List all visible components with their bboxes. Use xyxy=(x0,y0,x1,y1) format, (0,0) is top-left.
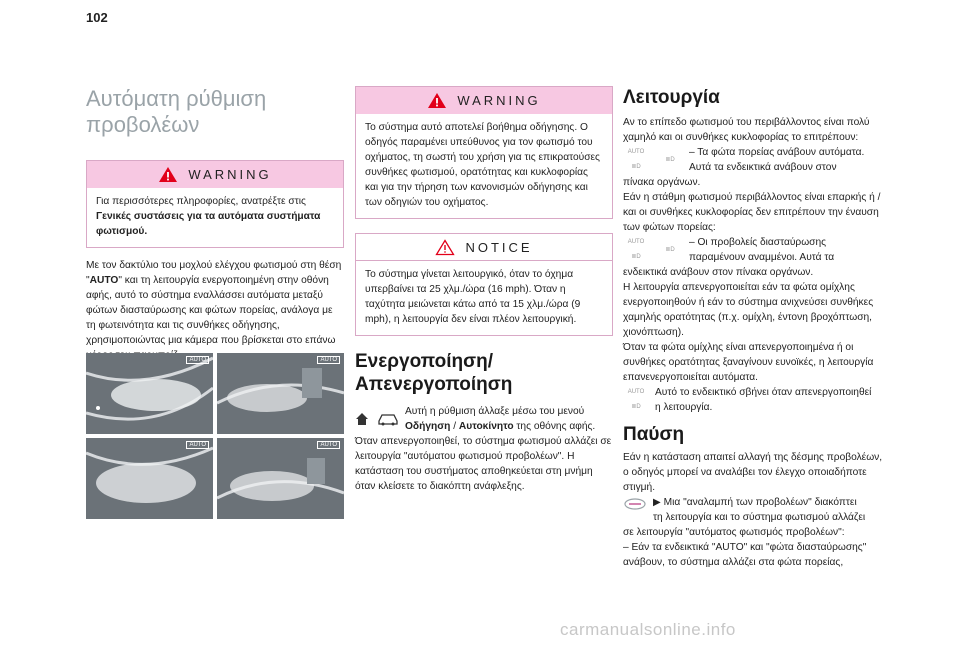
arrow-icon: ▶ xyxy=(653,497,664,508)
body-text-post: " και τη λειτουργία ενεργοποιημένη στην οθόνη αφής, αυτό το σύστημα εναλλάσσει αυτόματα μεταξύ φώτων διασταύρωσης και φώτων πορείας, ανάλογα με τη φωτεινότητα και τις συνθήκες οδήγησης, χρησιμοποιώντας μια κάμερα που βρίσκεται στο επάνω xyxy=(86,275,336,346)
high-beam-icon: ≣D xyxy=(665,156,675,163)
pause-item-d: – Εάν τα ενδεικτικά "AUTO" και "φώτα διασταύρωσης" ανάβουν, το σύστημα αλλάζει στα φώτα πορείας, xyxy=(623,542,867,568)
notice-label: NOTICE xyxy=(465,239,533,255)
para5-b: η λειτουργία. xyxy=(655,402,713,413)
warning-triangle-icon xyxy=(158,166,178,183)
activation-heading-line1: Ενεργοποίηση/ xyxy=(355,351,494,372)
activation-text-post: της οθόνης αφής. xyxy=(513,421,596,432)
auto-badge: AUTO xyxy=(186,441,209,449)
deactivation-text: Όταν απενεργοποιηθεί, το σύστημα φωτισμού αλλάζει σε λειτουργία "αυτόματου φωτισμού προβολέων". Η κατάσταση του συστήματος αποθηκεύεται στη μνήμη όταν κλείσετε το διακόπτη ανάφλεξης. xyxy=(355,436,612,492)
warning-text: Για περισσότερες πληροφορίες, ανατρέξτε στις xyxy=(96,196,306,207)
column-3 xyxy=(623,86,885,570)
menu-driving: Οδήγηση xyxy=(405,421,451,432)
indicator-icons-1 xyxy=(623,145,683,175)
illustration-tile xyxy=(86,438,213,519)
stalk-flash-icon xyxy=(623,495,647,511)
operation-intro: Αν το επίπεδο φωτισμού του περιβάλλοντος είναι πολύ χαμηλό και οι συνθήκες κυκλοφορίας το επιτρέπουν: xyxy=(623,117,870,143)
body-text-auto: AUTO xyxy=(89,275,119,286)
ind-label: AUTO xyxy=(627,389,645,395)
warning-label: WARNING xyxy=(188,167,272,182)
warning-box xyxy=(86,160,344,248)
auto-high-beam-icon: AUTO ≣D xyxy=(627,149,645,170)
auto-badge: AUTO xyxy=(317,441,340,449)
auto-low-beam-icon: AUTO ≣D xyxy=(627,239,645,260)
illustration-tile xyxy=(217,353,344,434)
operation-para3: Η λειτουργία απενεργοποιείται εάν τα φώτα ομίχλης ενεργοποιηθούν ή εάν το σύστημα ανιχνεύσει συνθήκες χαμηλής ορατότητας (π.χ. ομίχλη, έντονη βροχόπτωση, χιονόπτωση). xyxy=(623,282,874,338)
menu-separator: / xyxy=(450,421,459,432)
footer-watermark: carmanualsonline.info xyxy=(560,620,736,639)
warning-header-2 xyxy=(356,87,612,114)
operation-heading: Λειτουργία xyxy=(623,87,720,108)
item2-a: – Οι προβολείς διασταύρωσης xyxy=(689,237,827,248)
item1-c: πίνακα οργάνων. xyxy=(623,177,701,188)
warning-body xyxy=(87,188,343,247)
pause-item-b: τη λειτουργία και το σύστημα φωτισμού αλλάζει xyxy=(653,512,866,523)
pause-intro: Εάν η κατάσταση απαιτεί αλλαγή της δέσμης προβολέων, ο οδηγός μπορεί να αναλάβει τον έλεγχο οποιαδήποτε στιγμή. xyxy=(623,452,883,493)
operation-para2: Εάν η στάθμη φωτισμού περιβάλλοντος είναι επαρκής ή / και οι συνθήκες κυκλοφορίας δεν επιτρέπουν την έναυση των φώτων πορείας: xyxy=(623,192,881,233)
warning-box-2 xyxy=(355,86,613,219)
activation-text-pre: Αυτή η ρύθμιση άλλαξε μέσω του μενού xyxy=(405,406,585,417)
para5-a: Αυτό το ενδεικτικό σβήνει όταν απενεργοποιηθεί xyxy=(655,387,872,398)
notice-body: Το σύστημα γίνεται λειτουργικό, όταν το όχημα υπερβαίνει τα 25 χλμ./ώρα (16 mph). Όταν η ταχύτητα μειώνεται κάτω από τα 15 χλμ./ώρα (9 mph), η λειτουργία δεν είναι πλέον λειτουργική. xyxy=(356,261,612,335)
body-paragraph xyxy=(86,258,344,363)
section-title-line2: προβολέων xyxy=(86,112,200,137)
ind-label: AUTO xyxy=(627,239,645,245)
auto-badge: AUTO xyxy=(317,356,340,364)
activation-heading-line2: Απενεργοποίηση xyxy=(355,374,513,395)
operation-para4: Όταν τα φώτα ομίχλης είναι απενεργοποιημένα ή οι συνθήκες ορατότητας ξαναγίνουν ευνοϊκές, η λειτουργία επανενεργοποιείται αυτόματα. xyxy=(623,342,874,383)
column-2 xyxy=(355,86,613,494)
pause-item-a: Μια "αναλαμπή των προβολέων" διακόπτει xyxy=(663,497,857,508)
warning-text-bold: Γενικές συστάσεις για τα αυτόματα συστήματα φωτισμού. xyxy=(96,211,321,237)
home-icon xyxy=(355,412,369,426)
pause-text xyxy=(623,450,885,570)
auto-badge: AUTO xyxy=(186,356,209,364)
indicator-icons-2 xyxy=(623,235,683,265)
car-icon xyxy=(377,412,399,426)
notice-triangle-icon xyxy=(435,239,455,256)
activation-text xyxy=(355,404,613,494)
illustration-tile xyxy=(217,438,344,519)
operation-text xyxy=(623,115,885,415)
illustration-tile xyxy=(86,353,213,434)
menu-car: Αυτοκίνητο xyxy=(458,421,514,432)
section-title xyxy=(86,86,344,138)
section-title-line1: Αυτόματη ρύθμιση xyxy=(86,86,267,111)
item2-b: παραμένουν αναμμένοι. Αυτά τα xyxy=(689,252,835,263)
notice-header xyxy=(356,234,612,261)
warning-triangle-icon xyxy=(427,92,447,109)
column-1 xyxy=(86,86,344,363)
warning-body-2: Το σύστημα αυτό αποτελεί βοήθημα οδήγησης. Ο οδηγός παραμένει υπεύθυνος για τον φωτισμό του οχήματος, τη σωστή του χρήση για τις επικρατούσες συνθήκες φωτισμού, ορατότητας και κυκλοφορίας και για την τήρηση των κανονισμών οδήγησης και των οδηγιών του οχήματος. xyxy=(356,114,612,218)
pause-heading: Παύση xyxy=(623,424,685,445)
low-beam-icon: ≣D xyxy=(665,246,675,253)
illustration-grid xyxy=(86,353,344,519)
menu-icons xyxy=(355,404,399,434)
ind-label: AUTO xyxy=(627,149,645,155)
warning-header xyxy=(87,161,343,188)
item2-c: ενδεικτικά ανάβουν στον πίνακα οργάνων. xyxy=(623,267,814,278)
pause-item-c: σε λειτουργία "αυτόματος φωτισμός προβολέων": xyxy=(623,527,845,538)
auto-off-icon: AUTO ≣D xyxy=(627,389,645,410)
page-number: 102 xyxy=(86,10,108,25)
item1-b: Αυτά τα ενδεικτικά ανάβουν στον xyxy=(689,162,837,173)
warning-label-2: WARNING xyxy=(457,93,541,108)
body-text-pre: Με τον δακτύλιο του μοχλού ελέγχου φωτισμού στη θέση " xyxy=(86,260,342,286)
activation-heading xyxy=(355,350,613,396)
notice-box xyxy=(355,233,613,336)
item1-a: – Τα φώτα πορείας ανάβουν αυτόματα. xyxy=(689,147,865,158)
